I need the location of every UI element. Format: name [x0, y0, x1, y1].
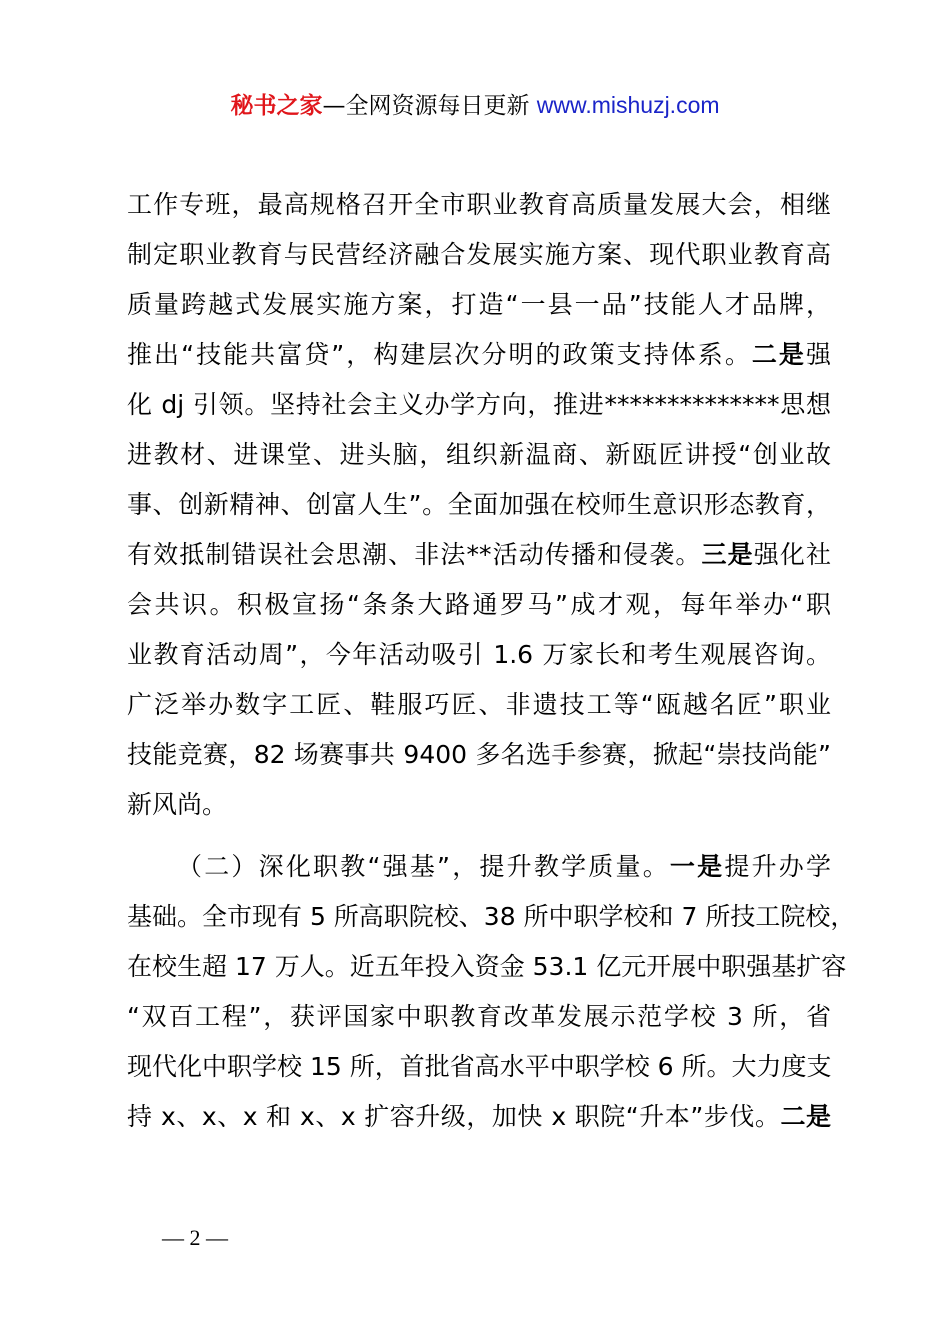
text-line: 基础。全市现有 5 所高职院校、38 所中职学校和 7 所技工院校， — [127, 902, 856, 931]
text-run: 推出“技能共富贷”，构建层次分明的政策支持体系。 — [127, 340, 752, 369]
brand-name: 秘书之家 — [230, 93, 323, 119]
text-run: （二）深化职教“强基”，提升教学质量。 — [177, 852, 670, 881]
site-url[interactable]: www.mishuzj.com — [536, 92, 720, 118]
text-line: 工作专班，最高规格召开全市职业教育高质量发展大会，相继 — [127, 190, 831, 219]
text-line: 在校生超 17 万人。近五年投入资金 53.1 亿元开展中职强基扩容 — [127, 952, 847, 981]
text-line: 化 dj 引领。坚持社会主义办学方向，推进**************思想 — [127, 390, 831, 419]
paragraph-spacer — [127, 830, 831, 842]
text-run: 持 x、x、x 和 x、x 扩容升级，加快 x 职院“升本”步伐。 — [127, 1102, 781, 1131]
document-body — [127, 180, 856, 1142]
text-line: 广泛举办数字工匠、鞋服巧匠、非遗技工等“瓯越名匠”职业 — [127, 690, 831, 719]
bold-run: 二是 — [780, 1102, 831, 1131]
text-line: 制定职业教育与民营经济融合发展实施方案、现代职业教育高 — [127, 240, 831, 269]
text-line: 质量跨越式发展实施方案，打造“一县一品”技能人才品牌， — [127, 290, 831, 319]
paragraph-2 — [127, 842, 856, 1142]
text-line: 新风尚。 — [127, 790, 228, 819]
text-run: 有效抵制错误社会思潮、非法**活动传播和侵袭。 — [127, 540, 702, 569]
text-line: “双百工程”，获评国家中职教育改革发展示范学校 3 所，省 — [127, 1002, 831, 1031]
text-line: 进教材、进课堂、进头脑，组织新温商、新瓯匠讲授“创业故 — [127, 440, 831, 469]
text-line: 会共识。积极宣扬“条条大路通罗马”成才观，每年举办“职 — [127, 590, 831, 619]
text-line: 业教育活动周”，今年活动吸引 1.6 万家长和考生观展咨询。 — [127, 640, 831, 669]
text-line: 现代化中职学校 15 所，首批省高水平中职学校 6 所。大力度支 — [127, 1052, 832, 1081]
text-line: 技能竞赛，82 场赛事共 9400 多名选手参赛，掀起“崇技尚能” — [127, 740, 831, 769]
page-number: — 2 — — [162, 1225, 228, 1250]
text-line — [127, 842, 831, 892]
site-header — [0, 88, 950, 123]
paragraph-1 — [127, 180, 831, 830]
bold-run: 一是 — [669, 852, 725, 881]
text-run: 强化社 — [753, 540, 831, 569]
text-line — [127, 530, 831, 580]
text-run: 提升办学 — [724, 852, 831, 881]
text-line — [127, 330, 831, 380]
bold-run: 三是 — [701, 540, 754, 569]
text-line: 事、创新精神、创富人生”。全面加强在校师生意识形态教育， — [127, 490, 831, 519]
header-slogan: —全网资源每日更新 — [322, 93, 537, 119]
text-line — [127, 1092, 831, 1142]
text-run: 强 — [805, 340, 831, 369]
bold-run: 二是 — [751, 340, 806, 369]
